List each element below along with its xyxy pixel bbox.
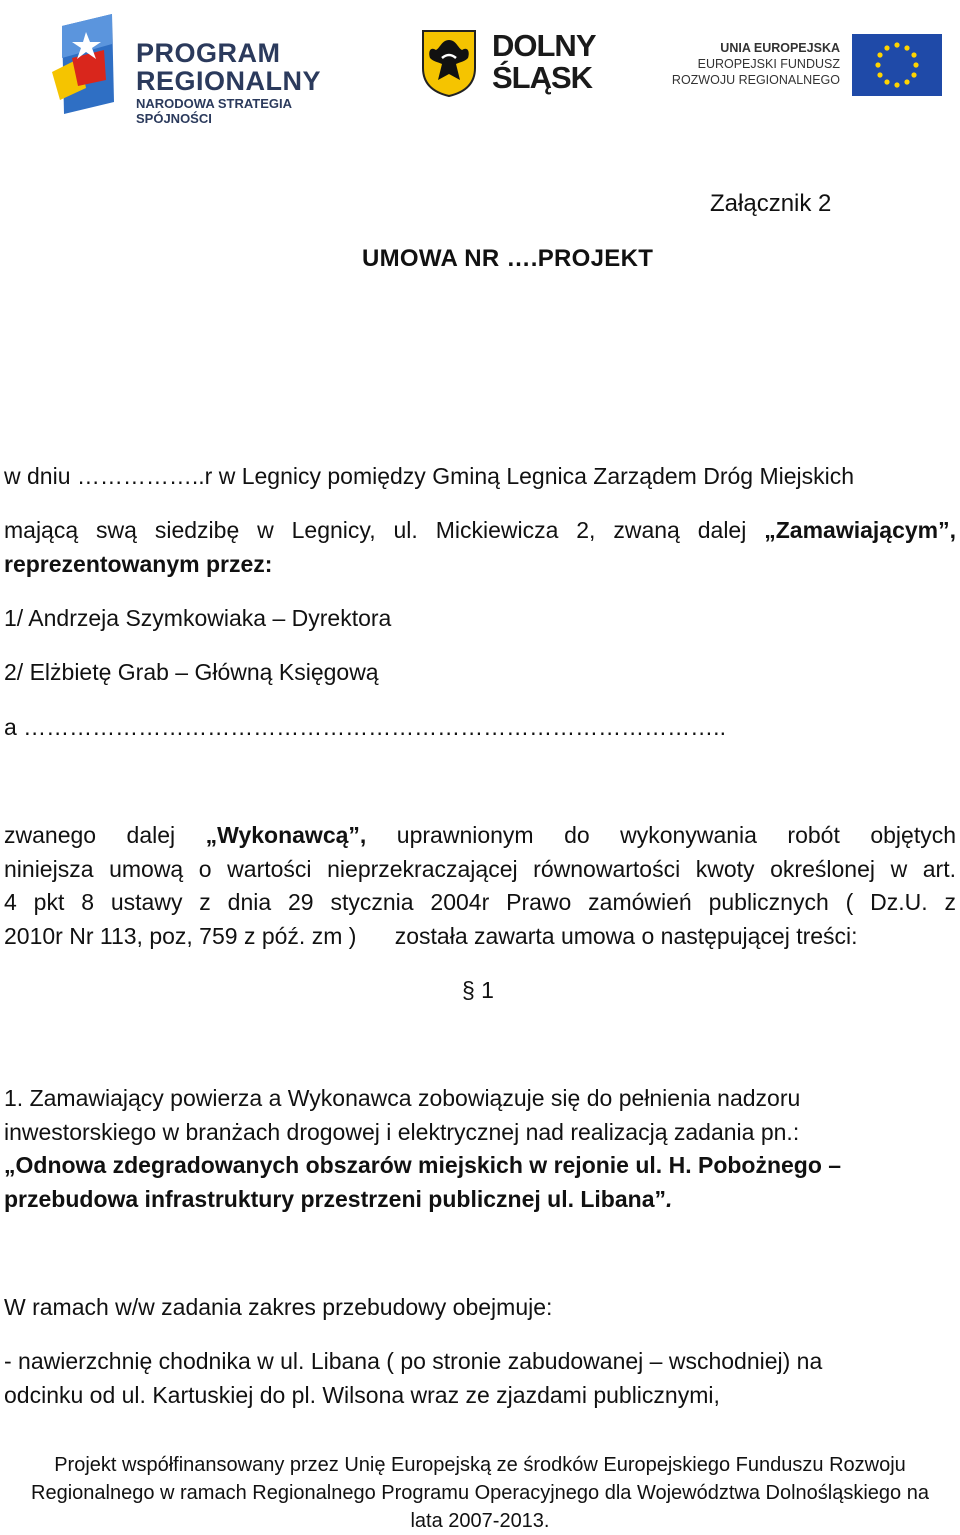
eu-logo-line1: UNIA EUROPEJSKA xyxy=(720,41,840,55)
scope-item-line1: - nawierzchnię chodnika w ul. Libana ( po stronie zabudowanej – wschodniej) na xyxy=(4,1348,823,1374)
seat-line xyxy=(4,516,956,544)
contractor-suffix: uprawnionym do wykonywania robót objętych xyxy=(396,822,957,848)
program-regionalny-emblem-icon xyxy=(52,14,132,114)
task-name-period: . xyxy=(665,1186,673,1212)
eu-logo-line2: EUROPEJSKI FUNDUSZ xyxy=(697,57,840,71)
represented-by: reprezentowanym przez: xyxy=(4,551,273,577)
intro-line: w dniu ……………..r w Legnicy pomiędzy Gminą Legnica Zarządem Dróg Miejskich xyxy=(4,463,855,489)
eu-flag-icon xyxy=(852,34,942,96)
eu-logo-line3: ROZWOJU REGIONALNEGO xyxy=(671,73,840,87)
representative-1: 1/ Andrzeja Szymkowiaka – Dyrektora xyxy=(4,605,392,631)
contractor-line3: 4 pkt 8 ustawy z dnia 29 stycznia 2004r Prawo zamówień publicznych ( Dz.U. z xyxy=(4,889,956,915)
party2-line: a ……………………………………………………………………………….. xyxy=(4,714,726,740)
contractor-line1 xyxy=(4,821,956,849)
contractor-line4: 2010r Nr 113, poz, 759 z póź. zm ) została zawarta umowa o następującej treści: xyxy=(4,923,858,949)
region-logo-line1: DOLNY xyxy=(492,28,596,63)
para1-line4 xyxy=(4,1185,672,1213)
para1-line2: inwestorskiego w branżach drogowej i elektrycznej nad realizacją zadania pn.: xyxy=(4,1119,800,1145)
logo-dolny-slask xyxy=(420,24,620,104)
page-title: UMOWA NR ….PROJEKT xyxy=(362,245,654,272)
task-name-end: przebudowa infrastruktury przestrzeni publicznej ul. Libana” xyxy=(4,1186,666,1212)
contractor-name: „Wykonawcą”, xyxy=(205,822,367,848)
scope-intro: W ramach w/w zadania zakres przebudowy obejmuje: xyxy=(4,1294,553,1320)
logo-program-regionalny xyxy=(52,14,362,126)
region-logo-line2: ŚLĄSK xyxy=(492,60,593,95)
attachment-label: Załącznik 2 xyxy=(710,190,832,217)
footer-line2: Regionalnego w ramach Regionalnego Programu Operacyjnego dla Województwa Dolnośląskiego na xyxy=(31,1482,929,1504)
contractor-prefix: zwanego dalej xyxy=(4,822,176,848)
section-mark: § 1 xyxy=(462,977,494,1003)
para1-line1: 1. Zamawiający powierza a Wykonawca zobowiązuje się do pełnienia nadzoru xyxy=(4,1085,801,1111)
representative-2: 2/ Elżbietę Grab – Główną Księgową xyxy=(4,659,379,685)
program-logo-line2: REGIONALNY xyxy=(136,66,322,96)
coat-of-arms-eagle-icon xyxy=(420,28,478,98)
footer-line3: lata 2007-2013. xyxy=(410,1510,550,1532)
seat-text: mającą swą siedzibę w Legnicy, ul. Mickiewicza 2, zwaną dalej xyxy=(4,517,747,543)
scope-item-line2: odcinku od ul. Kartuskiej do pl. Wilsona wraz ze zjazdami publicznymi, xyxy=(4,1382,720,1408)
party1-name: „Zamawiającym”, xyxy=(764,517,957,543)
program-logo-line1: PROGRAM xyxy=(136,38,281,68)
footer-line1: Projekt współfinansowany przez Unię Europejską ze środków Europejskiego Funduszu Rozwoju xyxy=(54,1454,906,1476)
contractor-line2: niniejsza umową o wartości nieprzekraczającej równowartości kwoty określonej w art. xyxy=(4,856,956,882)
logo-unia-europejska xyxy=(671,34,942,98)
para1-line3: „Odnowa zdegradowanych obszarów miejskich w rejonie ul. H. Pobożnego – xyxy=(4,1152,842,1178)
program-logo-line3: NARODOWA STRATEGIA SPÓJNOŚCI xyxy=(136,96,292,126)
